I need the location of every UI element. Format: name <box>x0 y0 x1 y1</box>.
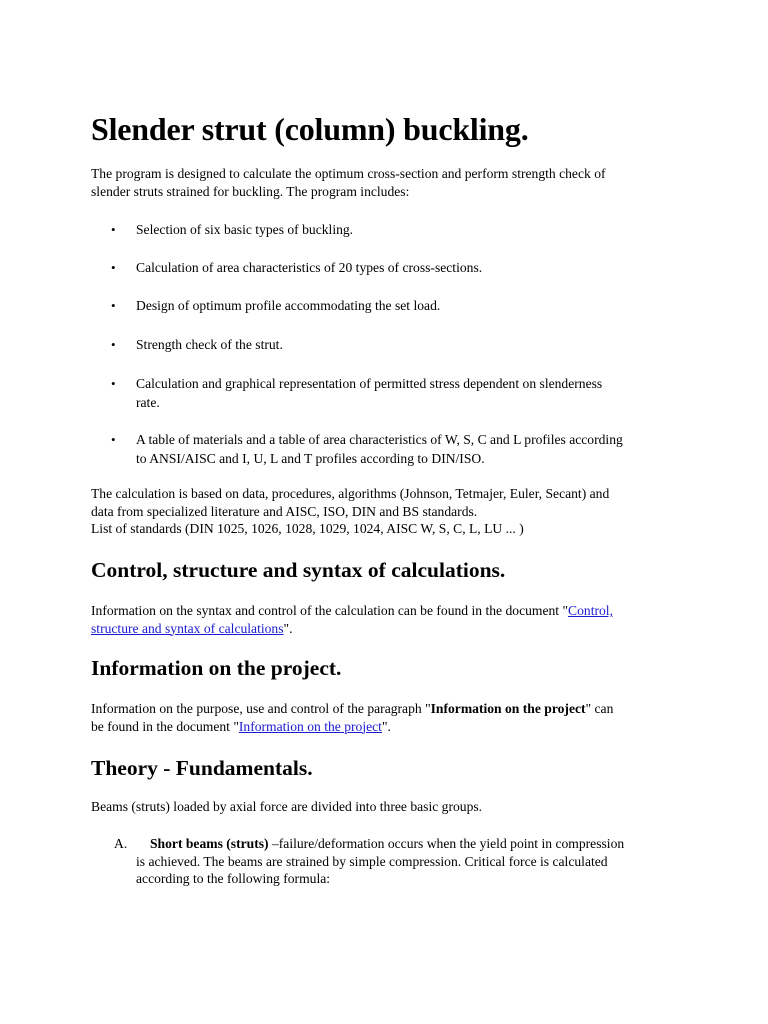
bullet-glyph: • <box>111 376 116 391</box>
item-a-bold: Short beams (struts) <box>150 836 269 851</box>
basis-line-2: data from specialized literature and AISC, ISO, DIN and BS standards. <box>91 503 478 519</box>
item-a-text <box>136 835 686 888</box>
bullet-glyph: • <box>111 260 116 275</box>
bullet-text-5-line-1: Calculation and graphical representation of permitted stress dependent on slenderness <box>136 376 603 391</box>
section-heading-theory: Theory - Fundamentals. <box>91 756 313 780</box>
project-paragraph <box>91 700 681 735</box>
control-doc-link-part2[interactable]: structure and syntax of calculations <box>91 620 284 636</box>
item-a-line-1-rest: –failure/deformation occurs when the yield point in compression <box>268 836 625 851</box>
control-text-before: Information on the syntax and control of the calculation can be found in the document " <box>91 603 569 618</box>
control-text-after: ". <box>283 620 293 636</box>
control-doc-link-part1[interactable]: Control, <box>568 603 613 618</box>
control-line-1 <box>91 602 681 620</box>
project-text-after: ". <box>381 718 391 734</box>
project-line-2 <box>91 718 681 736</box>
section-heading-project: Information on the project. <box>91 656 342 680</box>
bullet-text-6-line-1: A table of materials and a table of area characteristics of W, S, C and L profiles according <box>136 432 623 447</box>
bullet-glyph: • <box>111 298 116 313</box>
bullet-glyph: • <box>111 337 116 352</box>
project-line-1 <box>91 700 681 718</box>
theory-paragraph <box>91 798 681 816</box>
project-text-mid: " can <box>585 701 614 716</box>
item-a-marker: A. <box>114 836 128 851</box>
bullet-text-6 <box>136 430 696 468</box>
bullet-text-5 <box>136 374 696 412</box>
bullet-text-4: Strength check of the strut. <box>136 337 283 352</box>
intro-line-1: The program is designed to calculate the optimum cross-section and perform strength check of <box>91 166 606 181</box>
intro-line-2: slender struts strained for buckling. The program includes: <box>91 183 410 199</box>
project-line2-before: be found in the document " <box>91 718 239 734</box>
bullet-text-2: Calculation of area characteristics of 20 types of cross-sections. <box>136 260 483 275</box>
basis-paragraph <box>91 485 681 538</box>
project-bold-text: Information on the project <box>430 701 586 716</box>
item-a-line-1 <box>136 835 686 853</box>
theory-line-1: Beams (struts) loaded by axial force are divided into three basic groups. <box>91 799 483 814</box>
item-a-line-2: is achieved. The beams are strained by simple compression. Critical force is calculated <box>136 853 608 869</box>
project-text-before: Information on the purpose, use and control of the paragraph " <box>91 701 431 716</box>
control-line-2 <box>91 620 681 638</box>
bullet-text-5-line-2: rate. <box>136 395 160 410</box>
basis-line-1: The calculation is based on data, procedures, algorithms (Johnson, Tetmajer, Euler, Secant) and <box>91 486 610 501</box>
intro-paragraph <box>91 165 681 200</box>
bullet-text-1: Selection of six basic types of buckling. <box>136 222 354 237</box>
bullet-glyph: • <box>111 222 116 237</box>
section-heading-control: Control, structure and syntax of calculations. <box>91 558 506 582</box>
control-paragraph <box>91 602 681 637</box>
item-a-line-3: according to the following formula: <box>136 871 331 886</box>
project-doc-link[interactable]: Information on the project <box>238 718 382 734</box>
page-title: Slender strut (column) buckling. <box>91 111 529 147</box>
bullet-glyph: • <box>111 432 116 447</box>
bullet-text-3: Design of optimum profile accommodating the set load. <box>136 298 441 313</box>
basis-line-3: List of standards (DIN 1025, 1026, 1028, 1029, 1024, AISC W, S, C, L, LU ... ) <box>91 521 524 536</box>
bullet-text-6-line-2: to ANSI/AISC and I, U, L and T profiles according to DIN/ISO. <box>136 451 485 466</box>
